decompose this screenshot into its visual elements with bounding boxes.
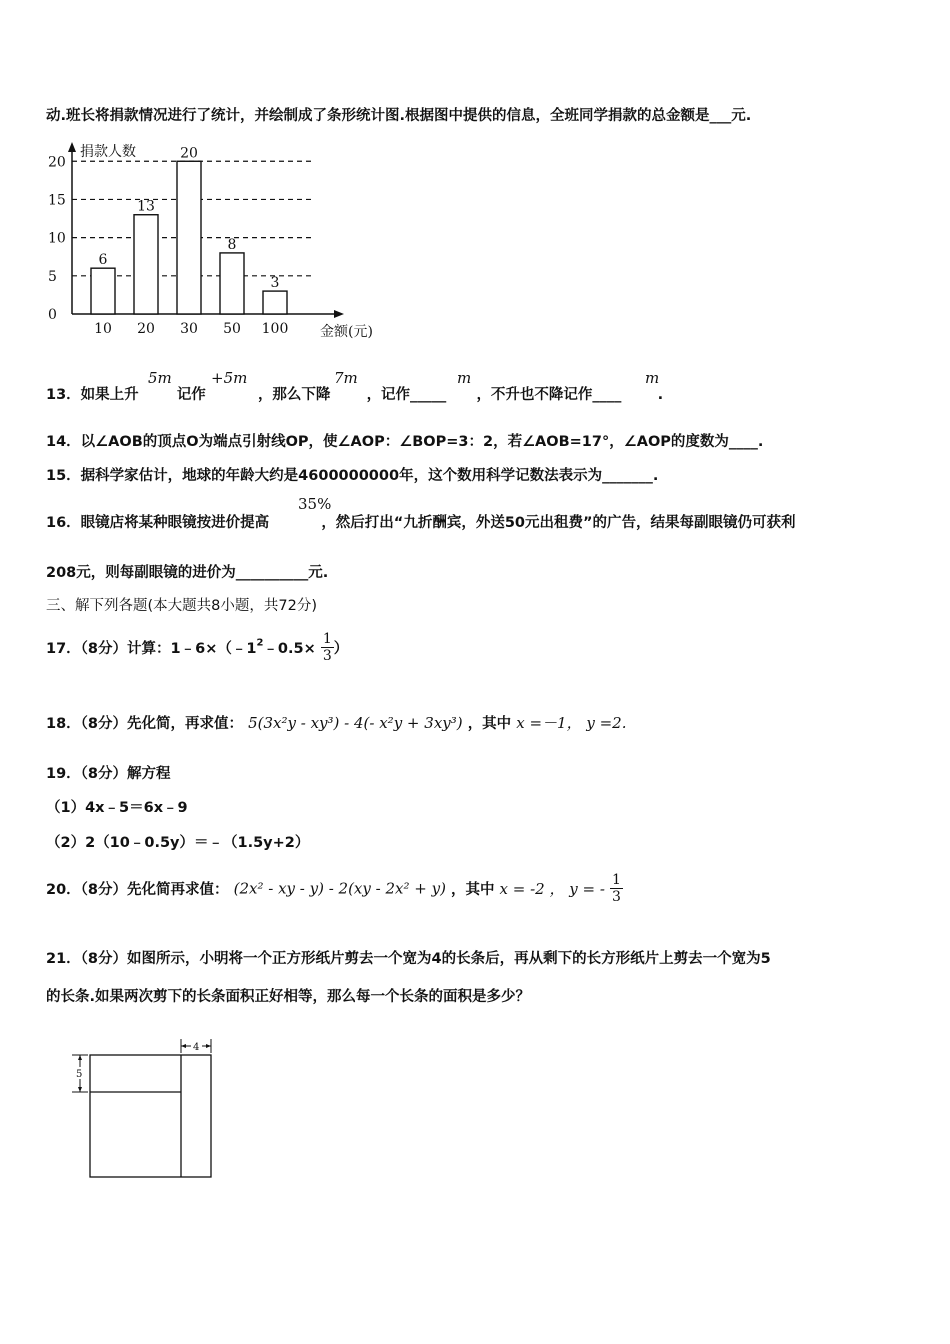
dimension-4-label: 4 (193, 1042, 200, 1053)
question-14: 14．以∠AOB的顶点O为端点引射线OP，使∠AOP：∠BOP=3：2，若∠AOB=17°，∠AOP的度数为____. (46, 434, 764, 450)
q16-text-1: 16．眼镜店将某种眼镜按进价提高 (46, 515, 270, 531)
q20-fraction-num: 1 (611, 872, 621, 888)
q13-math-7m: 7m (334, 369, 358, 387)
bar-20 (134, 215, 158, 314)
x-tick-label: 50 (223, 321, 241, 337)
q18-expression: 5(3x²y - xy³) - 4(- x²y + 3xy³) (248, 714, 463, 732)
q13-text-3: ，那么下降 (257, 387, 331, 403)
x-tick-label: 30 (180, 321, 198, 337)
q13-text-6: . (657, 387, 664, 403)
q20-text-1: 20．（8分）先化简再求值： (46, 882, 229, 898)
donation-bar-chart (40, 138, 390, 343)
y-tick-label: 5 (48, 268, 57, 285)
question-20 (46, 872, 623, 905)
question-15: 15．据科学家估计，地球的年龄大约是4600000000年，这个数用科学记数法表示为_______. (46, 468, 659, 484)
question-19-sub-1: （1）4x﹣5＝6x﹣9 (46, 800, 188, 816)
x-tick-label: 20 (137, 321, 155, 337)
y-axis-label: 捐款人数 (80, 144, 136, 160)
q16-percent: 35% (298, 495, 332, 513)
question-18 (46, 712, 626, 733)
q13-math-plus5m: +5m (211, 369, 248, 387)
intro-text: 动.班长将捐款情况进行了统计，并绘制成了条形统计图.根据图中提供的信息，全班同学捐款的总金额是___元. (46, 108, 752, 124)
bar-value-label: 13 (137, 198, 155, 215)
square-paper-figure (60, 1035, 230, 1195)
q17-exponent: 2 (256, 637, 264, 649)
y-axis-arrow (68, 142, 76, 152)
section-3-heading: 三、解下列各题(本大题共8小题，共72分) (46, 598, 317, 614)
bar-30 (177, 161, 201, 314)
x-tick-label: 100 (261, 321, 289, 337)
q13-text-1: 13．如果上升 (46, 387, 139, 403)
q18-text-1: 18．（8分）先化简，再求值： (46, 716, 244, 732)
y-tick-label: 0 (48, 307, 57, 323)
q13-math-m1: m (457, 369, 472, 387)
bar-10 (91, 268, 115, 314)
y-tick-label: 20 (48, 154, 66, 171)
x-axis-label: 金额(元) (320, 324, 373, 340)
q13-text-2: 记作 (176, 387, 206, 403)
q13-math-m2: m (645, 369, 660, 387)
q20-fraction-den: 3 (611, 889, 621, 905)
x-axis-arrow (334, 310, 344, 318)
question-19-title: 19．（8分）解方程 (46, 766, 171, 782)
question-19-sub-2: （2）2（10﹣0.5y）＝﹣（1.5y+2） (46, 835, 310, 851)
y-tick-label: 15 (48, 192, 66, 209)
q17-fraction-num: 1 (322, 631, 332, 647)
y-tick-label: 10 (48, 230, 66, 247)
q17-text-3: ） (333, 641, 349, 657)
q17-fraction (321, 631, 334, 664)
q13-text-5: ，不升也不降记作____ (476, 387, 622, 403)
bar-value-label: 3 (270, 275, 280, 292)
q20-expression: (2x² - xy - y) - 2(xy - 2x² + y) (233, 879, 446, 898)
square-outline (90, 1055, 211, 1177)
q17-text-2: ﹣0.5× (263, 641, 316, 657)
q13-text-4: ，记作_____ (366, 387, 447, 403)
question-21-line-2: 的长条.如果两次剪下的长条面积正好相等，那么每一个长条的面积是多少？ (46, 989, 531, 1005)
question-21-line-1: 21．（8分）如图所示，小明将一个正方形纸片剪去一个宽为4的长条后，再从剩下的长方形纸片上剪去一个宽为5 (46, 951, 771, 967)
question-16-line-1 (46, 511, 796, 532)
bar-value-label: 20 (180, 145, 198, 162)
q20-fraction (610, 872, 623, 905)
bar-value-label: 6 (98, 252, 108, 269)
bar-100 (263, 291, 287, 314)
q20-text-2: ，其中 (450, 882, 495, 898)
q17-fraction-den: 3 (322, 648, 332, 664)
q16-text-2: ，然后打出“九折酬宾，外送50元出租费”的广告，结果每副眼镜仍可获利 (321, 515, 796, 531)
q13-math-5m: 5m (148, 369, 172, 387)
question-17 (46, 631, 348, 664)
dimension-5-label: 5 (76, 1069, 83, 1080)
q18-condition: x =－1， y =2. (516, 714, 627, 732)
q17-text-1: 17．（8分）计算：1﹣6×（﹣1 (46, 641, 257, 657)
bar-50 (220, 253, 244, 314)
q20-condition: x = -2 ， y = - (499, 880, 605, 898)
question-16-line-2: 208元，则每副眼镜的进价为__________元. (46, 565, 329, 581)
q18-text-2: ，其中 (467, 716, 512, 732)
bar-value-label: 8 (227, 236, 237, 253)
x-tick-label: 10 (94, 321, 112, 337)
